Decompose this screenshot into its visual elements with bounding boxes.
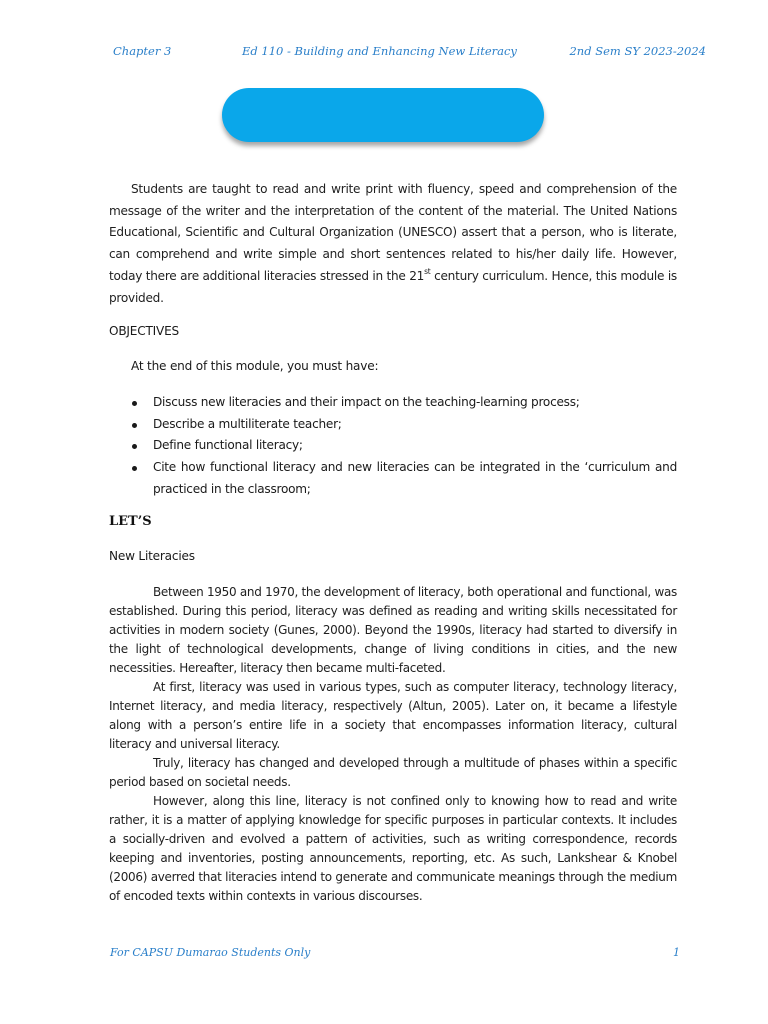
footer-note: For CAPSU Dumarao Students Only (110, 946, 311, 959)
objectives-heading: OBJECTIVES (109, 324, 180, 338)
intro-text-part-1: Students are taught to read and write print with fluency, speed and comprehension of the message of the writer and the interpretation of the content of the material. The United Nations Educational, Scientific and Cultural Organization (UNESCO) assert that a person, who is literate, can comprehend and write simple and short sentences related to his/her daily life. However, today there are additional literacies stressed in the 21 (109, 182, 677, 283)
objectives-list (131, 392, 677, 501)
intro-text-part-2: century curriculum. Hence, this module is provided. (109, 268, 677, 305)
body-paragraph: However, along this line, literacy is not confined only to knowing how to read and write rather, it is a matter of applying knowledge for specific purposes in particular contexts. It includes a socially-driven and evolved a pattern of activities, such as writing correspondence, records keeping and inventories, posting announcements, reporting, etc. As such, Lankshear & Knobel (2006) averred that literacies intend to generate and communicate meanings through the medium of encoded texts within contexts in various discourses. (109, 794, 677, 903)
page-number: 1 (673, 946, 680, 959)
objective-item: Discuss new literacies and their impact on the teaching-learning process; (131, 392, 677, 414)
page-footer (110, 946, 680, 964)
body-paragraph: At first, literacy was used in various types, such as computer literacy, technology literacy, Internet literacy, and media literacy, respectively (Altun, 2005). Later on, it became a lifestyle along with a person’s entire life in a society that encompasses information literacy, cultural literacy and universal literacy. (109, 680, 677, 751)
objectives-lead: At the end of this module, you must have: (131, 359, 379, 373)
section-subheading: New Literacies (109, 549, 195, 563)
objective-item: Cite how functional literacy and new literacies can be integrated in the ‘curriculum and practiced in the classroom; (131, 457, 677, 500)
body-paragraph: Between 1950 and 1970, the development of literacy, both operational and functional, was established. During this period, literacy was defined as reading and writing skills necessitated for activities in modern society (Gunes, 2000). Beyond the 1990s, literacy had started to diversify in the light of technological developments, change of living conditions in cities, and the new necessities. Hereafter, literacy then became multi-faceted. (109, 585, 677, 675)
section-heading: LET’S (109, 514, 152, 529)
objective-item: Describe a multiliterate teacher; (131, 414, 677, 436)
header-course-title: Ed 110 - Building and Enhancing New Literacy (242, 44, 517, 58)
header-chapter: Chapter 3 (113, 44, 172, 58)
intro-superscript: st (424, 266, 431, 276)
intro-paragraph (109, 179, 677, 309)
title-banner-shape (222, 88, 544, 142)
objective-item: Define functional literacy; (131, 435, 677, 457)
body-paragraph: Truly, literacy has changed and developed through a multitude of phases within a specific period based on societal needs. (109, 756, 677, 789)
header-semester: 2nd Sem SY 2023-2024 (569, 44, 706, 58)
page-header (110, 44, 706, 64)
section-body (109, 583, 677, 906)
